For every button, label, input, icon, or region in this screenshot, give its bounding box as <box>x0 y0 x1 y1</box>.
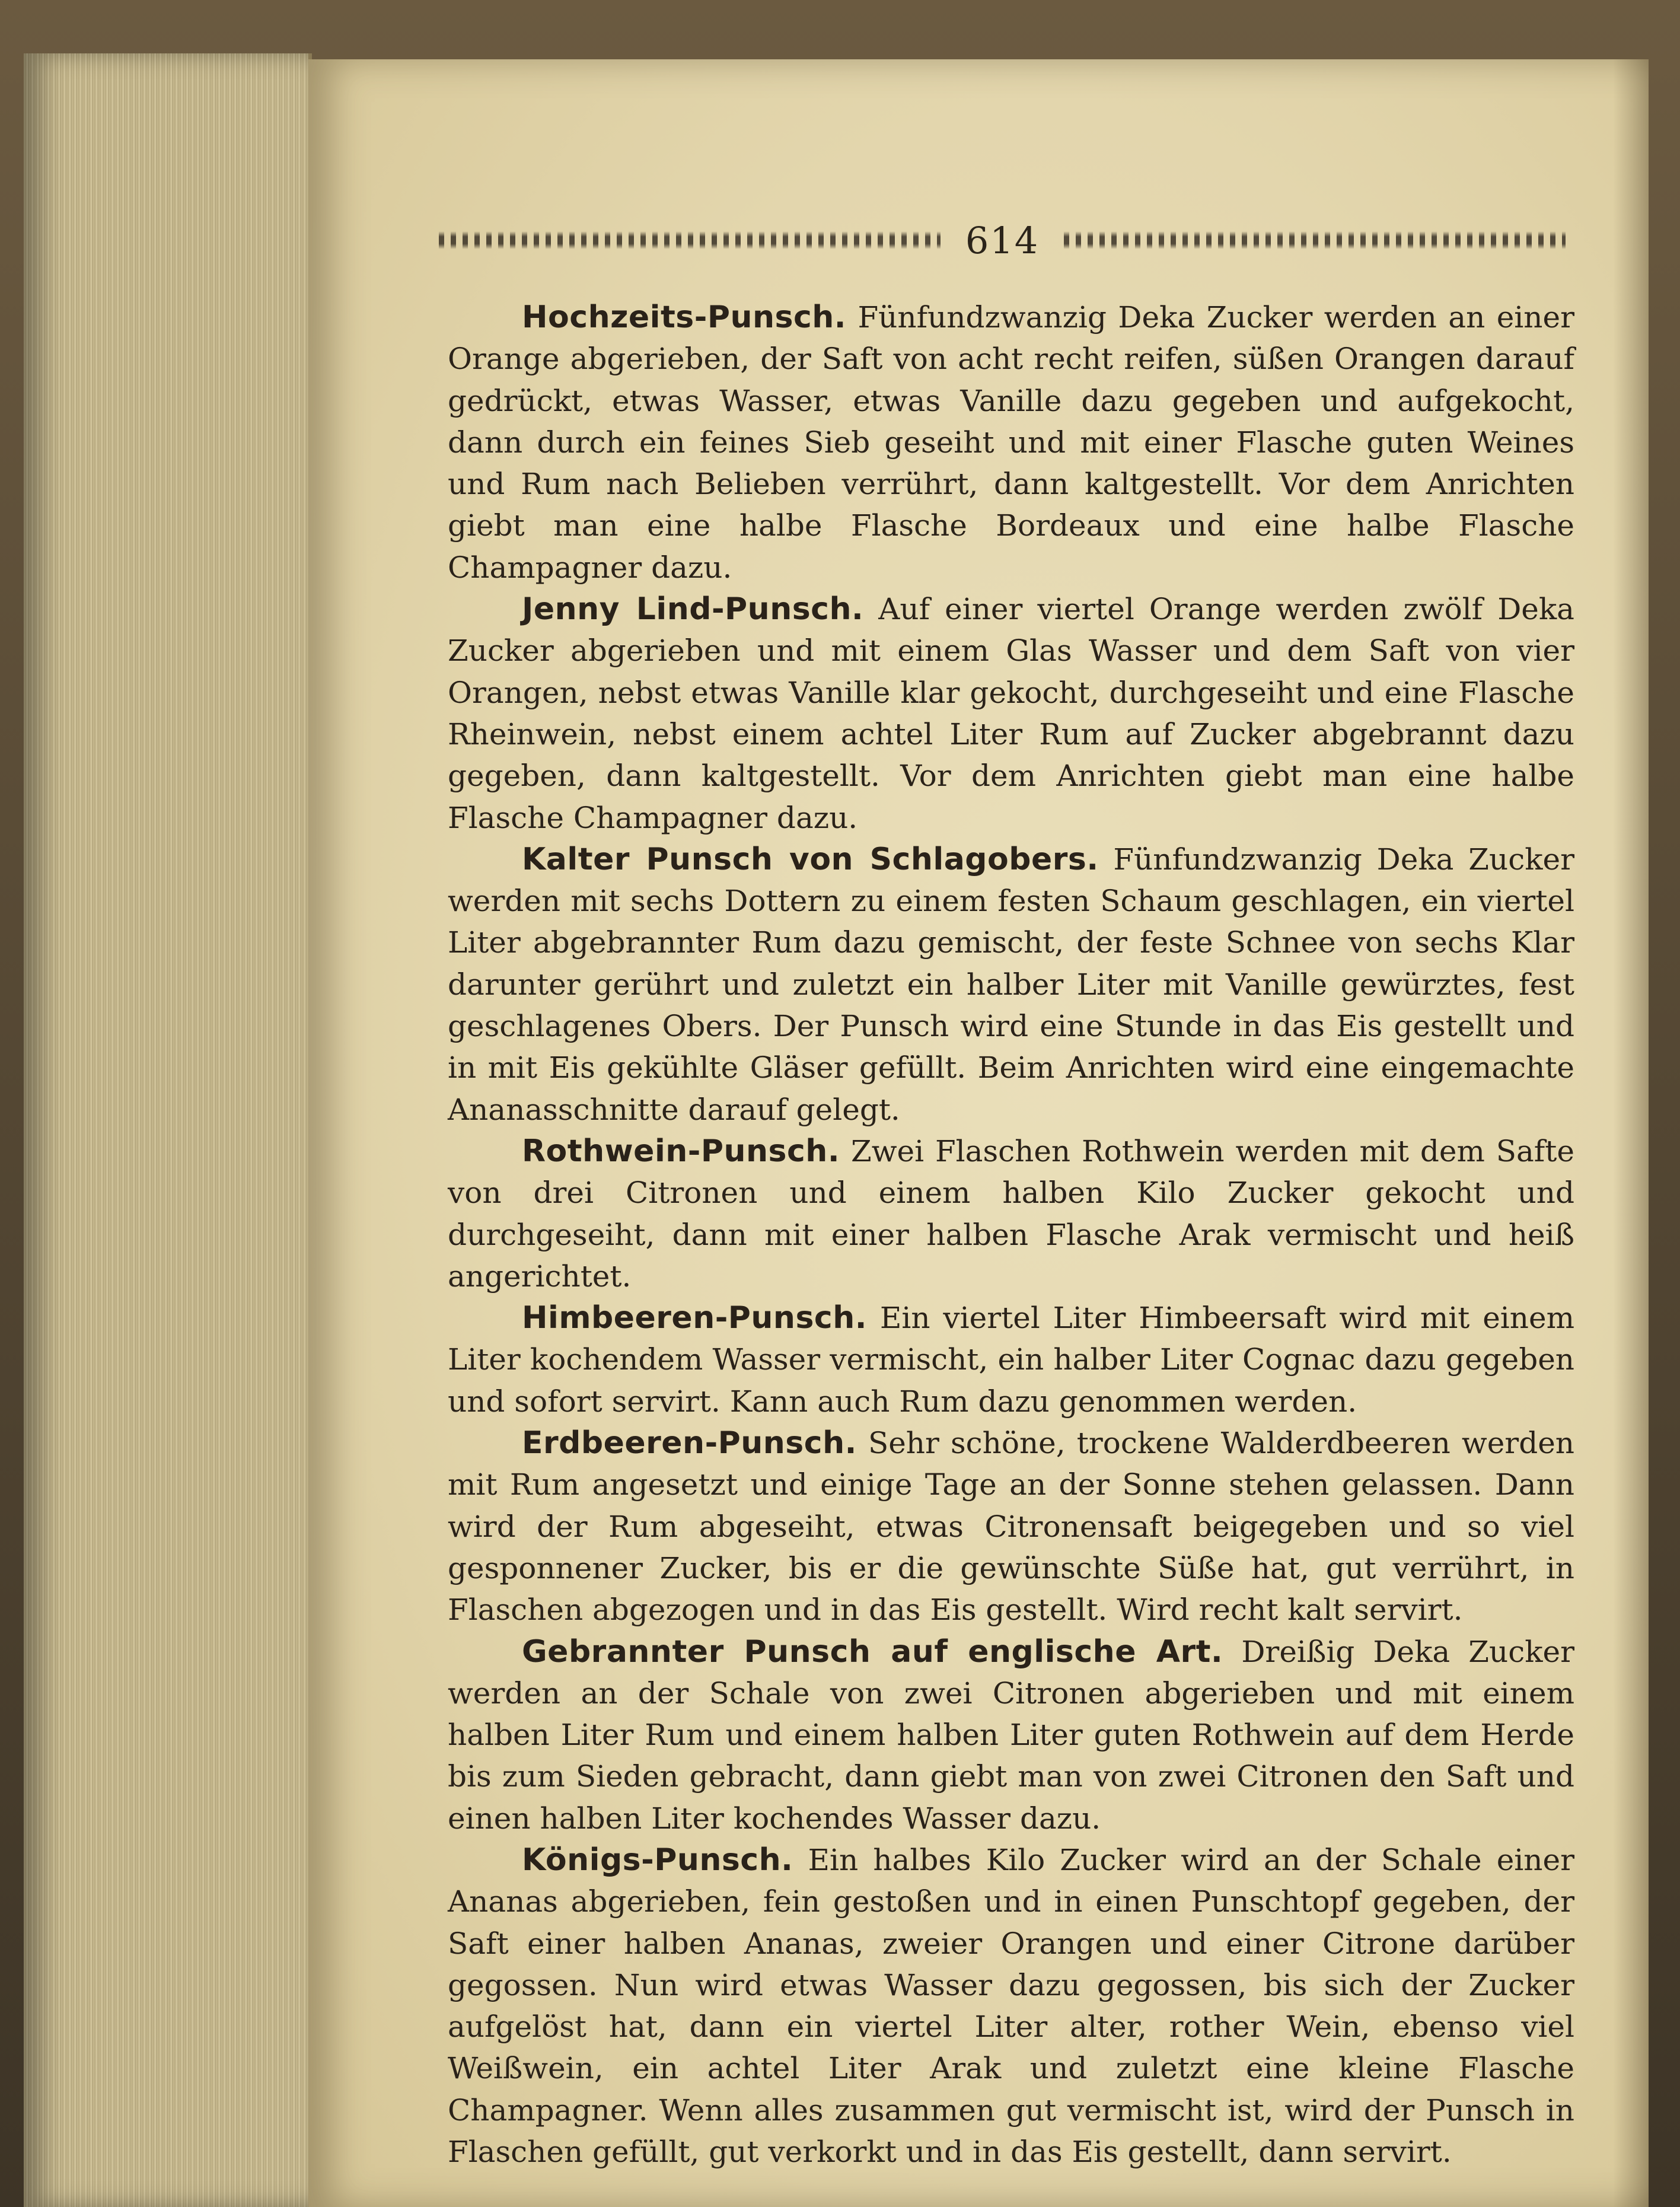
recipe-title: Himbeeren-Punsch. <box>522 1300 867 1336</box>
header-ornament-left <box>439 231 941 249</box>
recipe-text: Fünfundzwanzig Deka Zucker werden mit sechs Dottern zu einem festen Schaum geschlagen, ein viertel Liter abgebrannter Rum dazu gemischt, der feste Schnee von sechs Klar darunter gerührt und zuletzt ein halber Liter mit Vanille gewürztes, fest geschlagenes Obers. Der Punsch wird eine Stunde in das Eis gestellt und in mit Eis gekühlte Gläser gefüllt. Beim Anrichten wird eine eingemachte Ananasschnitte darauf gelegt. <box>448 842 1574 1127</box>
recipe-list <box>448 297 1574 2173</box>
recipe-title: Jenny Lind-Punsch. <box>522 591 864 628</box>
recipe-erdbeeren-punsch <box>448 1422 1574 1630</box>
recipe-text: Zwei Flaschen Rothwein werden mit dem Safte von drei Citronen und einem halben Kilo Zucker gekocht und durchgeseiht, dann mit einer halben Flasche Arak vermischt und heiß angerichtet. <box>448 1133 1574 1294</box>
page-number: 614 <box>965 218 1040 262</box>
recipe-text: Dreißig Deka Zucker werden an der Schale von zwei Citronen abgerieben und mit einem halben Liter Rum und einem halben Liter guten Rothwein auf dem Herde bis zum Sieden gebracht, dann giebt man von zwei Citronen den Saft und einen halben Liter kochendes Wasser dazu. <box>448 1634 1574 1836</box>
recipe-title: Gebrannter Punsch auf englische Art. <box>522 1633 1223 1670</box>
book-page-edges <box>24 53 312 2207</box>
recipe-gebrannter-punsch <box>448 1631 1574 1839</box>
recipe-title: Königs-Punsch. <box>522 1842 793 1878</box>
recipe-text: Ein viertel Liter Himbeersaft wird mit einem Liter kochendem Wasser vermischt, ein halber Liter Cognac dazu gegeben und sofort servirt. Kann auch Rum dazu genommen werden. <box>448 1301 1574 1419</box>
recipe-kalter-punsch <box>448 839 1574 1130</box>
page-gutter-shadow <box>1613 59 1649 2207</box>
header-ornament-right <box>1064 231 1566 249</box>
recipe-hochzeits-punsch <box>448 297 1574 588</box>
recipe-title: Kalter Punsch von Schlagobers. <box>522 841 1099 877</box>
recipe-title: Erdbeeren-Punsch. <box>522 1425 857 1461</box>
recipe-rothwein-punsch <box>448 1130 1574 1297</box>
recipe-koenigs-punsch <box>448 1839 1574 2173</box>
recipe-text: Sehr schöne, trockene Walderdbeeren werden mit Rum angesetzt und einige Tage an der Sonne stehen gelassen. Dann wird der Rum abgeseiht, etwas Citronensaft beigegeben und so viel gesponnener Zucker, bis er die gewünschte Süße hat, gut verrührt, in Flaschen abgezogen und in das Eis gestellt. Wird recht kalt servirt. <box>448 1426 1574 1628</box>
recipe-title: Rothwein-Punsch. <box>522 1133 840 1169</box>
recipe-himbeeren-punsch <box>448 1297 1574 1422</box>
recipe-text: Auf einer viertel Orange werden zwölf Deka Zucker abgerieben und mit einem Glas Wasser und dem Saft von vier Orangen, nebst etwas Vanille klar gekocht, durchgeseiht und eine Flasche Rheinwein, nebst einem achtel Liter Rum auf Zucker abgebrannt dazu gegeben, dann kaltgestellt. Vor dem Anrichten giebt man eine halbe Flasche Champagner dazu. <box>448 592 1574 835</box>
recipe-text: Fünfundzwanzig Deka Zucker werden an einer Orange abgerieben, der Saft von acht recht reifen, süßen Orangen darauf gedrückt, etwas Wasser, etwas Vanille dazu gegeben und aufgekocht, dann durch ein feines Sieb geseiht und mit einer Flasche guten Weines und Rum nach Belieben verrührt, dann kaltgestellt. Vor dem Anrichten giebt man eine halbe Flasche Bordeaux und eine halbe Flasche Champagner dazu. <box>448 300 1574 585</box>
recipe-text: Ein halbes Kilo Zucker wird an der Schale einer Ananas abgerieben, fein gestoßen und in einen Punschtopf gegeben, der Saft einer halben Ananas, zweier Orangen und einer Citrone darüber gegossen. Nun wird etwas Wasser dazu gegossen, bis sich der Zucker aufgelöst hat, dann ein viertel Liter alter, rother Wein, ebenso viel Weißwein, ein achtel Liter Arak und zuletzt eine kleine Flasche Champagner. Wenn alles zusammen gut vermischt ist, wird der Punsch in Flaschen gefüllt, gut verkorkt und in das Eis gestellt, dann servirt. <box>448 1842 1574 2170</box>
recipe-title: Hochzeits-Punsch. <box>522 300 847 335</box>
recipe-jenny-lind-punsch <box>448 588 1574 839</box>
page-header <box>439 214 1566 267</box>
